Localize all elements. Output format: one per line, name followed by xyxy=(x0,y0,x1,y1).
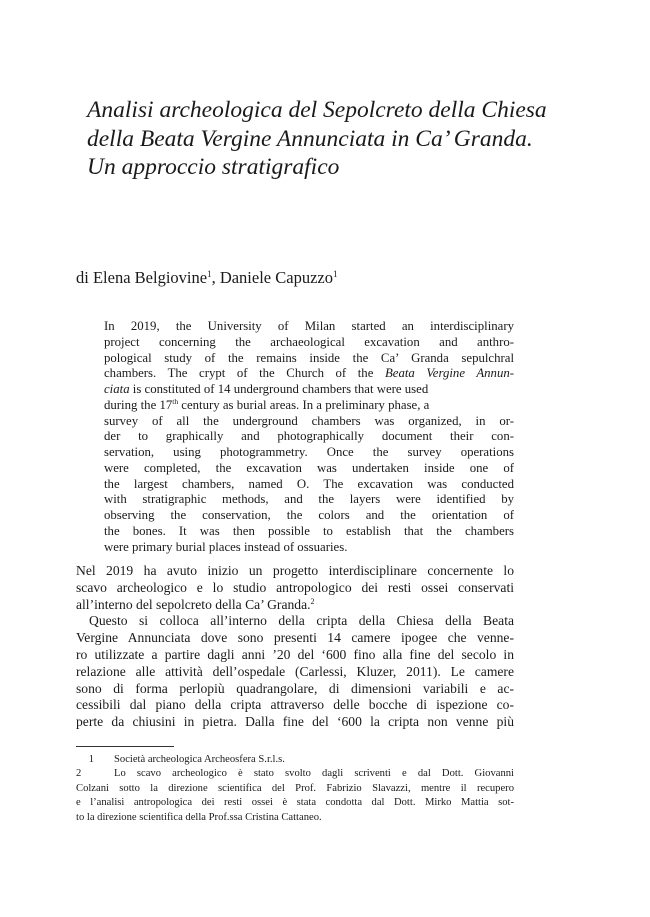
abstract-line: the bones. It was then possible to establish that the chambers xyxy=(104,523,514,538)
body-line: cessibili dal piano della cripta attraverso delle bocche di ispezione co- xyxy=(76,697,514,713)
abstract-line: were completed, the excavation was undertaken inside one of xyxy=(104,460,514,475)
author-name-2: Daniele Capuzzo xyxy=(219,268,333,287)
abstract-line: survey of all the underground chambers was organized, in or- xyxy=(104,413,514,428)
abstract-italic-text: Beata Vergine Annun- xyxy=(384,366,515,381)
abstract-text: chambers. The crypt of the Church of the xyxy=(104,366,374,381)
author-prefix: di xyxy=(76,268,93,287)
title-line-1: Analisi archeologica del Sepolcreto della Chiesa xyxy=(87,97,547,123)
body-line: Questo si colloca all’interno della cripta della Chiesa della Beata xyxy=(89,613,514,629)
abstract-text: is constituted of 14 underground chambers that were used xyxy=(129,382,429,396)
footnote-ref: 2 xyxy=(310,596,315,606)
abstract-text: during the 17 xyxy=(104,397,173,412)
abstract-line: the largest chambers, named O. The excavation was conducted xyxy=(104,476,514,491)
footnote-text: Lo scavo archeologico è stato svolto dagli scriventi e dal Dott. Giovanni xyxy=(114,768,514,780)
abstract xyxy=(104,319,514,555)
body-line: sono di forma perlopiù quadrangolare, di dimensioni variabili e ac- xyxy=(76,680,514,696)
author-affiliation-ref-1: 1 xyxy=(207,269,212,279)
abstract-text: century as burial areas. In a preliminary phase, a xyxy=(178,397,430,412)
abstract-line: pological study of the remains inside the Ca’ Granda sepulchral xyxy=(104,350,514,365)
author-separator: , xyxy=(211,268,220,287)
abstract-line: servation, using photogrammetry. Once the survey operations xyxy=(104,445,514,459)
title-line-2: della Beata Vergine Annunciata in Ca’ Granda. xyxy=(87,125,533,152)
article-title xyxy=(87,96,587,182)
abstract-line xyxy=(104,366,514,382)
abstract-superscript: th xyxy=(172,396,179,406)
abstract-line: observing the conservation, the colors and the orientation of xyxy=(104,508,514,522)
body-line: relazione alle attività dell’ospedale (Carlessi, Kluzer, 2011). Le camere xyxy=(76,663,514,679)
author-name-1: Elena Belgiovine xyxy=(92,268,208,287)
abstract-line: project concerning the archaeological excavation and anthro- xyxy=(104,334,514,349)
footnotes xyxy=(76,753,514,825)
abstract-line: der to graphically and photographically document their con- xyxy=(104,429,514,444)
body-line: Vergine Annunciata dove sono presenti 14 camere ipogee che venne- xyxy=(76,630,514,646)
footnote-text: Società archeologica Archeosfera S.r.l.s. xyxy=(114,754,285,765)
body-text xyxy=(76,563,514,731)
abstract-line: were primary burial places instead of ossuaries. xyxy=(104,539,348,554)
body-line: perte da chiusini in pietra. Dalla fine del ‘600 la cripta non venne più xyxy=(76,714,514,730)
body-text-span: all’interno del sepolcreto della Ca’ Granda. xyxy=(76,596,311,612)
body-line xyxy=(76,597,514,614)
abstract-line xyxy=(104,382,514,398)
author-line xyxy=(76,268,337,288)
footnote-2-line: to la direzione scientifica della Prof.ssa Cristina Cattaneo. xyxy=(76,811,322,823)
body-line: scavo archeologico e lo studio antropologico dei resti ossei conservati xyxy=(76,579,514,595)
footnote-1 xyxy=(76,753,514,767)
abstract-line: In 2019, the University of Milan started an interdisciplinary xyxy=(104,319,514,333)
abstract-line: with stratigraphic methods, and the layers were identified by xyxy=(104,492,514,507)
abstract-line xyxy=(104,398,514,414)
footnote-2-line: Colzani sotto la direzione scientifica del Prof. Fabrizio Slavazzi, mentre il recupero xyxy=(76,782,514,794)
title-line-3: Un approccio stratigrafico xyxy=(87,154,340,180)
footnote-number: 1 xyxy=(88,754,94,765)
abstract-italic-text: ciata xyxy=(104,382,130,396)
footnote-rule xyxy=(76,746,174,747)
footnote-2-line: e l’analisi antropologica dei resti ossei è stata condotta dal Dott. Mirko Mattia sot- xyxy=(76,797,514,809)
body-line: ro utilizzate a partire dagli anni ’20 del ‘600 fino alla fine del secolo in xyxy=(76,646,514,662)
author-affiliation-ref-2: 1 xyxy=(332,269,338,279)
footnote-2-line xyxy=(76,767,514,781)
body-line: Nel 2019 ha avuto inizio un progetto interdisciplinare concernente lo xyxy=(76,563,514,578)
footnote-number: 2 xyxy=(76,768,82,780)
